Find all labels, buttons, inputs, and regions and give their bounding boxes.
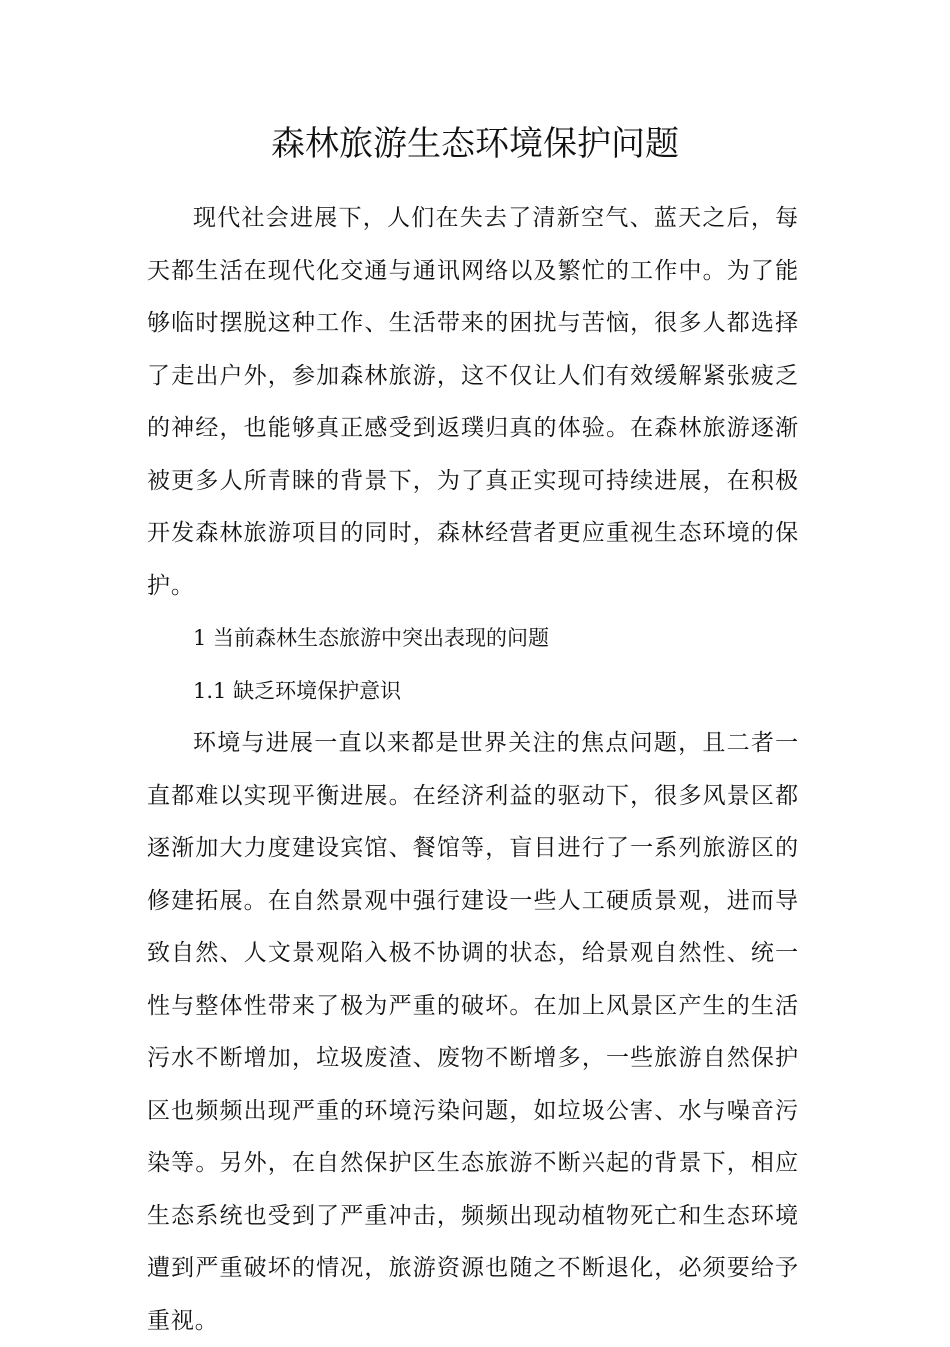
document-title: 森林旅游生态环境保护问题 (271, 124, 679, 164)
section-heading-1-1: 1.1 缺乏环境保护意识 (193, 678, 402, 703)
section-heading-1: 1 当前森林生态旅游中突出表现的问题 (193, 626, 550, 650)
document-body (147, 192, 799, 1347)
paragraph-intro: 现代社会进展下，人们在失去了清新空气、蓝天之后，每天都生活在现代化交通与通讯网络以及繁忙的工作中。为了能够临时摆脱这种工作、生活带来的困扰与苦恼，很多人都选择了走出户外，参加森林旅游，这不仅让人们有效缓解紧张疲乏的神经，也能够真正感受到返璞归真的体验。在森林旅游逐渐被更多人所青睐的背景下，为了真正实现可持续进展，在积极开发森林旅游项目的同时，森林经营者更应重视生态环境的保护。 (147, 205, 799, 599)
paragraph-environment: 环境与进展一直以来都是世界关注的焦点问题，且二者一直都难以实现平衡进展。在经济利益的驱动下，很多风景区都逐渐加大力度建设宾馆、餐馆等，盲目进行了一系列旅游区的修建拓展。在自然景观中强行建设一些人工硬质景观，进而导致自然、人文景观陷入极不协调的状态，给景观自然性、统一性与整体性带来了极为严重的破坏。在加上风景区产生的生活污水不断增加，垃圾废渣、废物不断增多，一些旅游自然保护区也频频出现严重的环境污染问题，如垃圾公害、水与噪音污染等。另外，在自然保护区生态旅游不断兴起的背景下，相应生态系统也受到了严重冲击，频频出现动植物死亡和生态环境遭到严重破坏的情况，旅游资源也随之不断退化，必须要给予重视。 (147, 730, 799, 1334)
